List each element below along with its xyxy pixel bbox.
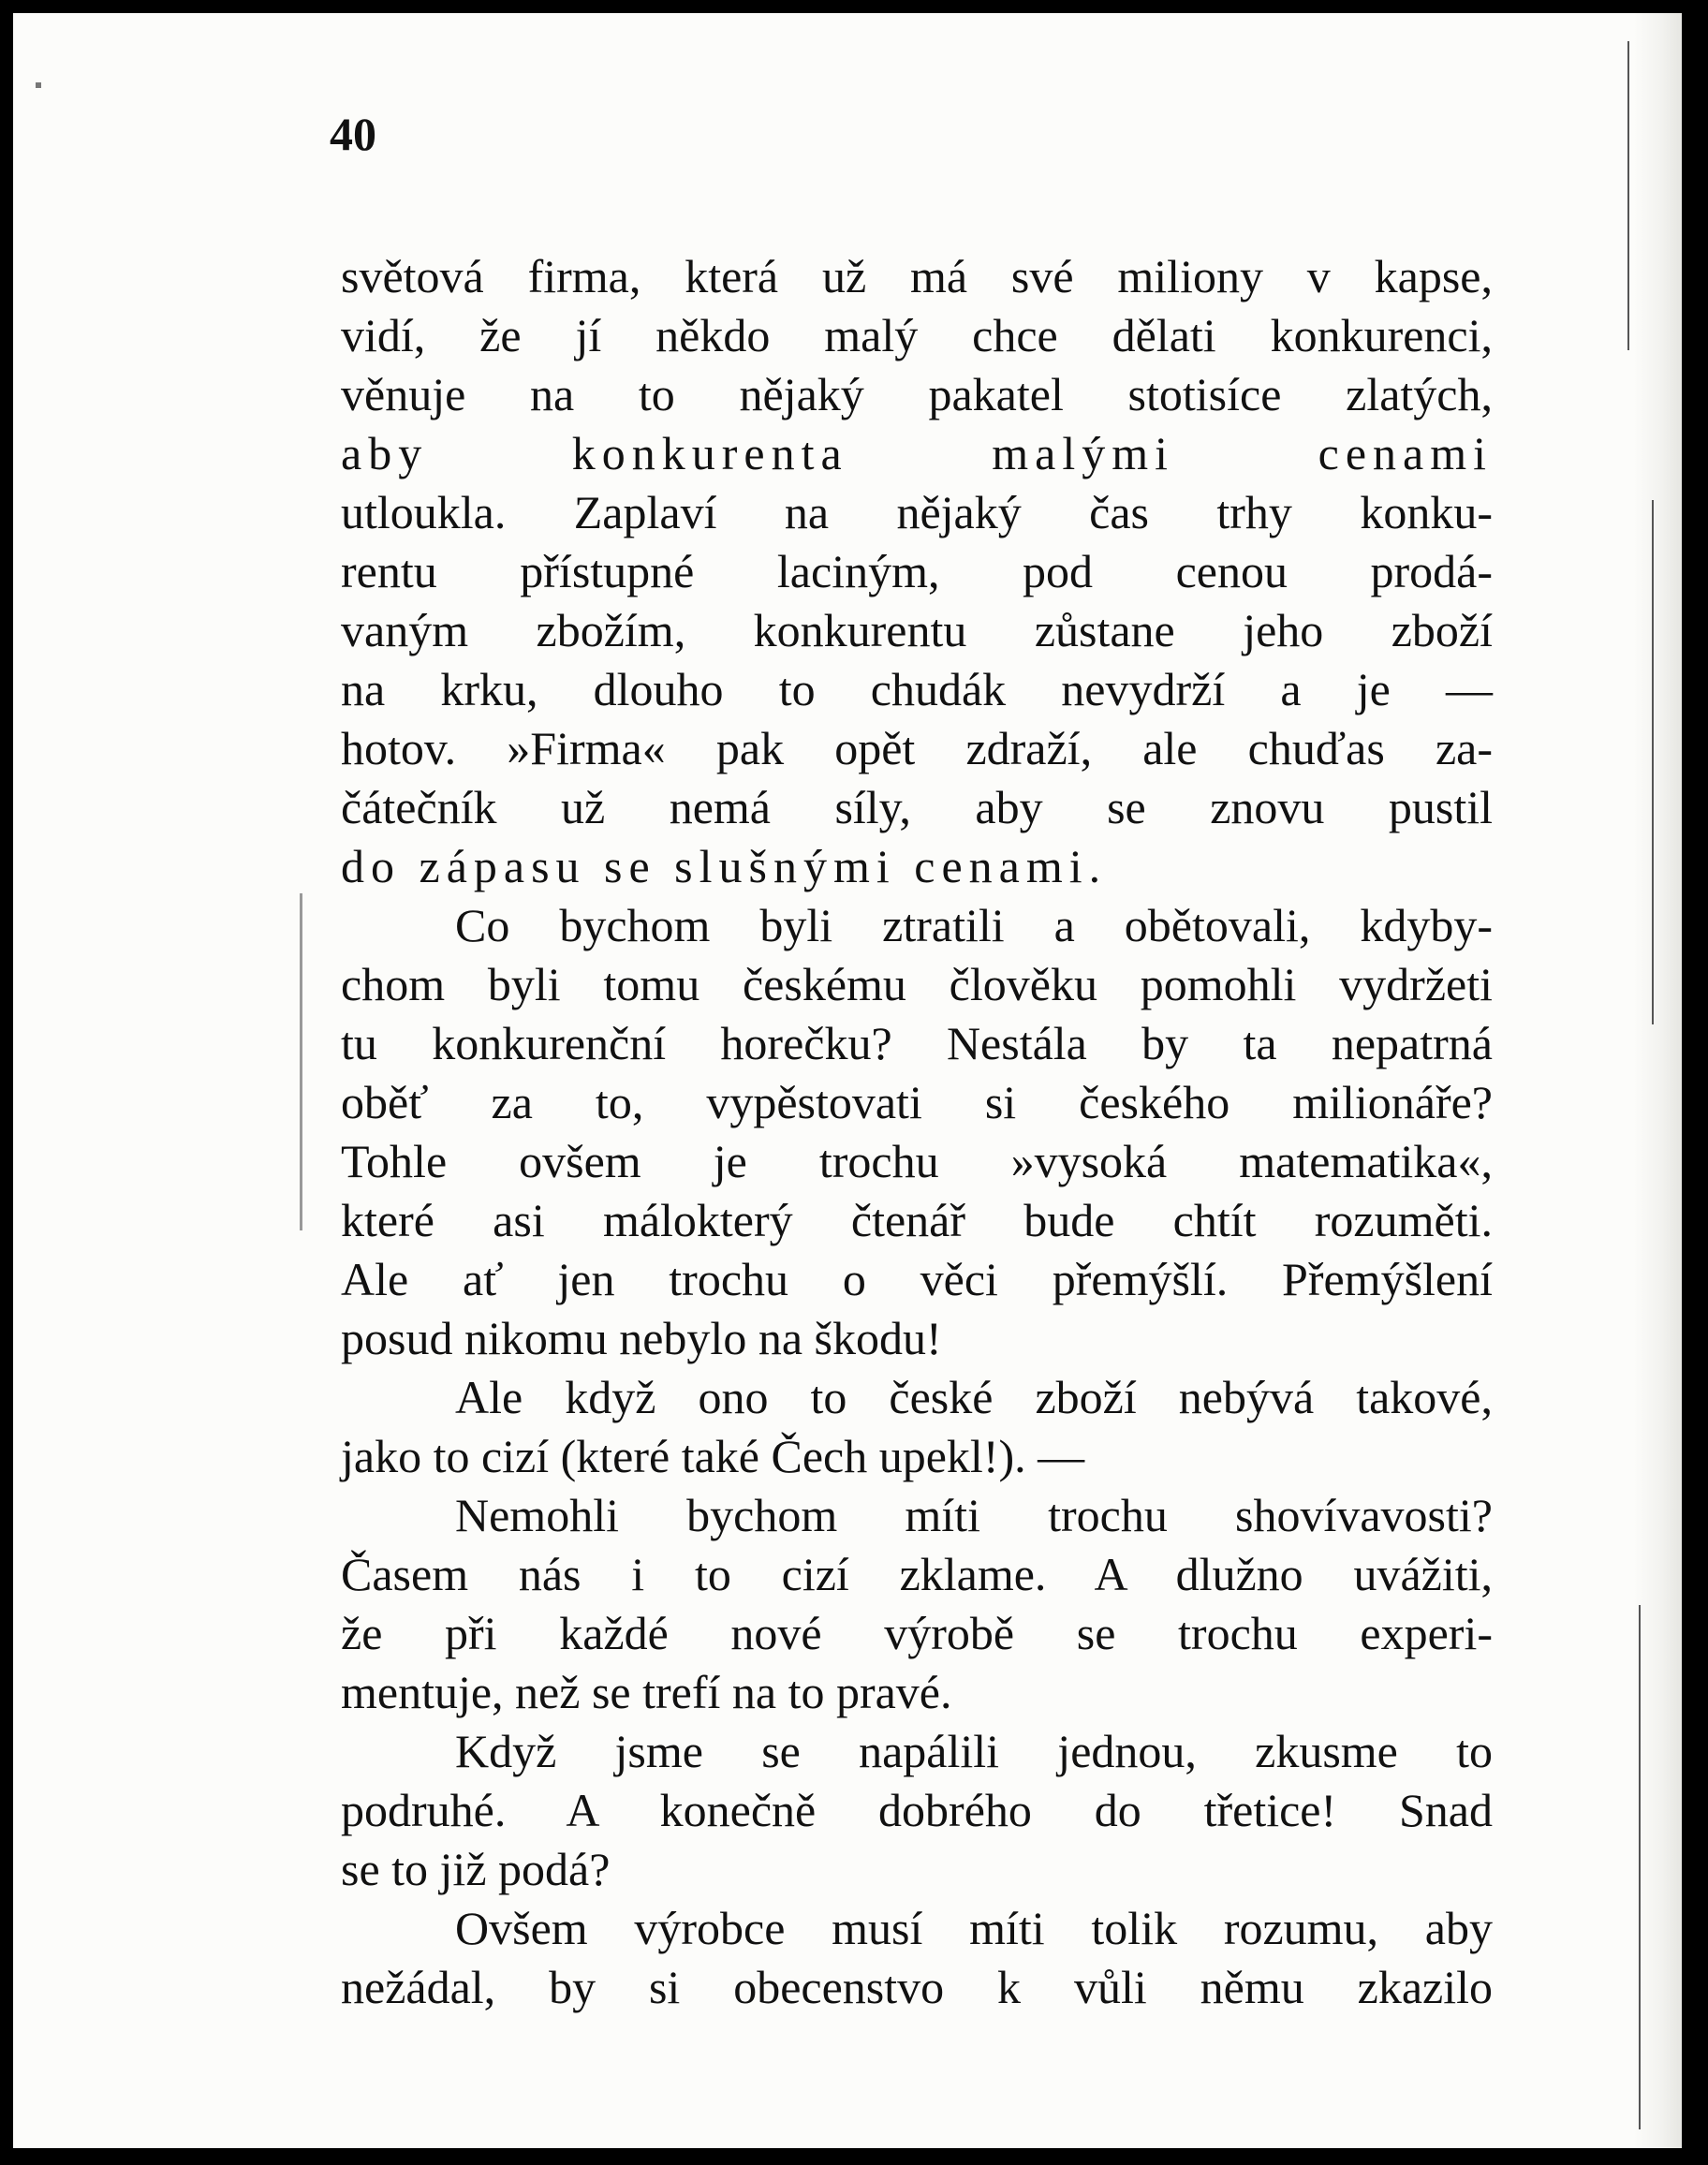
- text-line: Časem nás i to cizí zklame. A dlužno uvážiti,: [341, 1548, 1493, 1600]
- text-line: podruhé. A konečně dobrého do třetice! Snad: [341, 1784, 1493, 1836]
- book-page: [13, 13, 1682, 2148]
- text-line: vidí, že jí někdo malý chce dělati konkurenci,: [341, 309, 1493, 361]
- text-line: Ale ať jen trochu o věci přemýšlí. Přemýšlení: [341, 1253, 1493, 1305]
- text-line: věnuje na to nějaký pakatel stotisíce zlatých,: [341, 368, 1493, 420]
- text-line: do zápasu se slušnými cenami.: [341, 840, 1108, 892]
- text-line: Nemohli bychom míti trochu shovívavosti?: [455, 1489, 1493, 1541]
- text-line: tu konkurenční horečku? Nestála by ta nepatrná: [341, 1017, 1493, 1069]
- gutter-line: [1639, 1605, 1641, 2129]
- gutter-line: [1652, 500, 1654, 1024]
- gutter-line: [1627, 41, 1629, 350]
- text-line: posud nikomu nebylo na škodu!: [341, 1312, 942, 1364]
- body-text: [341, 247, 1493, 2017]
- text-line: nežádal, by si obecenstvo k vůli němu zkazilo: [341, 1961, 1493, 2013]
- text-line: mentuje, než se trefí na to pravé.: [341, 1666, 952, 1718]
- text-line: se to již podá?: [341, 1843, 611, 1895]
- scan-mark: [300, 893, 302, 1230]
- text-line: Tohle ovšem je trochu »vysoká matematika«,: [341, 1135, 1493, 1187]
- text-line: na krku, dlouho to chudák nevydrží a je —: [341, 663, 1493, 715]
- text-line: oběť za to, vypěstovati si českého milionáře?: [341, 1076, 1493, 1128]
- text-line: které asi málokterý čtenář bude chtít rozuměti.: [341, 1194, 1493, 1246]
- text-line: Co bychom byli ztratili a obětovali, kdyby-: [455, 899, 1493, 951]
- text-line: Když jsme se napálili jednou, zkusme to: [455, 1725, 1493, 1777]
- text-line: čátečník už nemá síly, aby se znovu pustil: [341, 781, 1493, 833]
- text-line: světová firma, která už má své miliony v kapse,: [341, 250, 1493, 302]
- text-line: utloukla. Zaplaví na nějaký čas trhy konku-: [341, 486, 1493, 538]
- text-line: Ovšem výrobce musí míti tolik rozumu, aby: [455, 1902, 1493, 1954]
- page-number: 40: [330, 108, 376, 160]
- text-line: rentu přístupné laciným, pod cenou prodá-: [341, 545, 1493, 597]
- text-line: aby konkurenta malými cenami: [341, 427, 1493, 479]
- text-line: vaným zbožím, konkurentu zůstane jeho zboží: [341, 604, 1493, 656]
- text-line: hotov. »Firma« pak opět zdraží, ale chuďas za-: [341, 722, 1493, 774]
- text-line: Ale když ono to české zboží nebývá takové,: [455, 1371, 1493, 1423]
- text-line: že při každé nové výrobě se trochu experi-: [341, 1607, 1493, 1659]
- text-line: chom byli tomu českému člověku pomohli vydržeti: [341, 958, 1493, 1010]
- text-line: jako to cizí (které také Čech upekl!). —: [341, 1430, 1085, 1482]
- scan-mark: [36, 82, 41, 88]
